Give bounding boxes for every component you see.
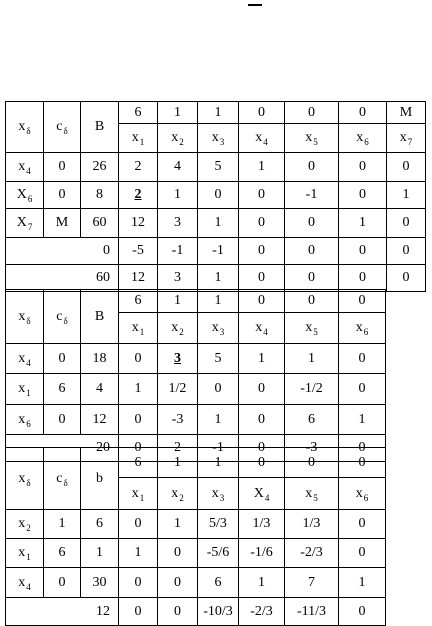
rhs-value-cell: 18: [80, 343, 118, 373]
variable-header-cell: [197, 312, 238, 343]
cost-coefficient-cell: 6: [118, 289, 157, 312]
reduced-cost-cell: 1: [197, 264, 238, 292]
reduced-cost-cell: -1: [157, 237, 197, 264]
top-rule-mark: [248, 4, 262, 6]
header-cost-cell: [43, 289, 80, 343]
coefficient-cell: 1: [238, 567, 284, 597]
symbol-subscript: 7: [407, 137, 413, 147]
basis-cost-cell: M: [43, 208, 80, 237]
header-rhs-cell: b: [80, 447, 118, 509]
coefficient-cell: -5/6: [197, 538, 238, 567]
reduced-cost-cell: 0: [157, 597, 197, 626]
symbol-subscript: 2: [179, 137, 184, 147]
symbol-subscript: 6: [363, 327, 369, 337]
basis-variable-cell: [5, 208, 43, 237]
coefficient-cell: 1: [197, 208, 238, 237]
header-basis-cell: [5, 101, 43, 152]
cost-coefficient-cell: 0: [238, 447, 284, 477]
basis-cost-cell: 0: [43, 181, 80, 208]
reduced-cost-cell: 0: [338, 597, 386, 626]
header-basis-cell: [5, 289, 43, 343]
variable-header-cell: [197, 477, 238, 509]
coefficient-cell: 0: [238, 404, 284, 434]
variable-header-cell: [238, 312, 284, 343]
symbol-base: x: [18, 381, 26, 396]
coefficient-cell: 7: [284, 567, 338, 597]
coefficient-cell: 0: [118, 404, 157, 434]
coefficient-cell: 6: [197, 567, 238, 597]
symbol-subscript: 6: [364, 137, 369, 147]
coefficient-cell: 1: [338, 208, 386, 237]
symbol-base: x: [356, 130, 364, 145]
symbol-base: x: [305, 485, 313, 501]
coefficient-cell: 0: [284, 208, 338, 237]
symbol-subscript: 6: [27, 194, 33, 204]
coefficient-cell: -1: [284, 181, 338, 208]
variable-header-cell: [238, 123, 284, 152]
header-rhs-cell: B: [80, 289, 118, 343]
coefficient-cell: 1: [338, 404, 386, 434]
cost-coefficient-cell: 0: [284, 289, 338, 312]
coefficient-cell: 0: [238, 373, 284, 404]
symbol-base: x: [171, 130, 179, 145]
symbol-subscript: δ: [63, 477, 68, 488]
cost-coefficient-cell: 1: [197, 447, 238, 477]
symbol-subscript: 1: [139, 492, 145, 503]
symbol-subscript: 6: [363, 492, 369, 503]
coefficient-cell: 12: [118, 208, 157, 237]
cost-coefficient-cell: 0: [338, 289, 386, 312]
symbol-subscript: 4: [26, 581, 31, 592]
symbol-base: x: [18, 545, 26, 560]
coefficient-cell: 0: [197, 373, 238, 404]
coefficient-cell: 0: [338, 509, 386, 538]
variable-header-cell: [338, 477, 386, 509]
basis-variable-cell: [5, 538, 43, 567]
variable-header-cell: [197, 123, 238, 152]
rhs-value-cell: 1: [80, 538, 118, 567]
reduced-cost-cell: 0: [118, 434, 157, 462]
reduced-cost-cell: 0: [386, 237, 426, 264]
basis-variable-cell: [5, 567, 43, 597]
rhs-value-cell: 8: [80, 181, 118, 208]
symbol-base: x: [18, 350, 26, 366]
reduced-cost-cell: 0: [118, 597, 157, 626]
cost-coefficient-cell: 0: [338, 447, 386, 477]
reduced-cost-cell: -1: [197, 434, 238, 462]
coefficient-cell: 0: [338, 181, 386, 208]
symbol-subscript: 7: [27, 222, 33, 232]
cost-coefficient-cell: 0: [338, 101, 386, 123]
symbol-subscript: 4: [26, 357, 31, 368]
coefficient-cell: 0: [338, 538, 386, 567]
symbol-subscript: 3: [219, 137, 225, 147]
variable-header-cell: [157, 477, 197, 509]
coefficient-cell: 0: [157, 538, 197, 567]
coefficient-cell: -2/3: [284, 538, 338, 567]
coefficient-cell: 1: [118, 373, 157, 404]
symbol-subscript: δ: [26, 315, 31, 326]
basis-variable-cell: [5, 152, 43, 181]
cost-coefficient-cell: 1: [157, 101, 197, 123]
coefficient-cell: -3: [157, 404, 197, 434]
coefficient-cell: -1/2: [284, 373, 338, 404]
symbol-base: x: [211, 320, 219, 335]
reduced-cost-cell: -10/3: [197, 597, 238, 626]
symbol-base: x: [171, 485, 179, 501]
symbol-base: x: [399, 130, 407, 145]
symbol-base: x: [255, 320, 263, 335]
objective-value-cell: 20: [5, 434, 118, 462]
variable-header-cell: [338, 312, 386, 343]
objective-value-cell: 0: [5, 237, 118, 264]
cost-coefficient-cell: 1: [157, 447, 197, 477]
symbol-base: c: [56, 308, 63, 324]
objective-value-cell: 12: [5, 597, 118, 626]
header-cost-cell: [43, 101, 80, 152]
variable-header-cell: [238, 477, 284, 509]
reduced-cost-cell: 0: [338, 434, 386, 462]
coefficient-cell: 1: [157, 181, 197, 208]
rhs-value-cell: 12: [80, 404, 118, 434]
reduced-cost-cell: -1: [197, 237, 238, 264]
basis-cost-cell: 0: [43, 567, 80, 597]
basis-variable-cell: [5, 404, 43, 434]
reduced-cost-cell: 0: [338, 264, 386, 292]
symbol-subscript: 4: [264, 492, 270, 503]
pivot-element-cell: 2: [118, 181, 157, 208]
coefficient-cell: 1: [284, 343, 338, 373]
coefficient-cell: 4: [157, 152, 197, 181]
symbol-base: x: [18, 516, 26, 531]
cost-coefficient-cell: 1: [197, 101, 238, 123]
symbol-subscript: 4: [26, 166, 31, 176]
objective-value-cell: 60: [5, 264, 118, 292]
symbol-base: X: [253, 485, 264, 501]
symbol-base: x: [355, 320, 363, 335]
symbol-base: x: [18, 411, 26, 427]
variable-header-cell: [284, 123, 338, 152]
basis-cost-cell: 0: [43, 152, 80, 181]
variable-header-cell: [284, 312, 338, 343]
coefficient-cell: 0: [386, 208, 426, 237]
symbol-base: x: [355, 485, 363, 501]
variable-header-cell: [118, 312, 157, 343]
variable-header-cell: [157, 312, 197, 343]
cost-coefficient-cell: 0: [238, 101, 284, 123]
symbol-subscript: 5: [313, 137, 318, 147]
symbol-subscript: δ: [26, 477, 31, 488]
reduced-cost-cell: 0: [238, 434, 284, 462]
symbol-base: x: [18, 159, 26, 174]
symbol-base: x: [305, 130, 313, 145]
symbol-base: x: [131, 320, 139, 335]
cost-coefficient-cell: 6: [118, 447, 157, 477]
symbol-subscript: 1: [26, 552, 31, 562]
coefficient-cell: 0: [338, 343, 386, 373]
header-cost-cell: [43, 447, 80, 509]
variable-header-cell: [118, 477, 157, 509]
reduced-cost-cell: -3: [284, 434, 338, 462]
symbol-subscript: δ: [63, 315, 68, 326]
header-basis-cell: [5, 447, 43, 509]
coefficient-cell: 0: [118, 343, 157, 373]
symbol-base: c: [56, 470, 63, 486]
symbol-subscript: 2: [26, 523, 31, 533]
cost-coefficient-cell: M: [386, 101, 426, 123]
coefficient-cell: 6: [284, 404, 338, 434]
coefficient-cell: 0: [238, 181, 284, 208]
symbol-base: x: [171, 320, 179, 335]
coefficient-cell: 2: [118, 152, 157, 181]
symbol-subscript: 2: [179, 327, 184, 337]
basis-cost-cell: 0: [43, 404, 80, 434]
basis-variable-cell: [5, 343, 43, 373]
rhs-value-cell: 60: [80, 208, 118, 237]
reduced-cost-cell: 3: [157, 264, 197, 292]
coefficient-cell: 5: [197, 343, 238, 373]
symbol-base: x: [305, 320, 313, 335]
rhs-value-cell: 30: [80, 567, 118, 597]
coefficient-cell: -1/6: [238, 538, 284, 567]
symbol-base: x: [131, 485, 139, 501]
symbol-base: x: [131, 130, 139, 145]
rhs-value-cell: 6: [80, 509, 118, 538]
variable-header-cell: [284, 477, 338, 509]
symbol-subscript: 5: [313, 327, 318, 337]
header-rhs-cell: B: [80, 101, 118, 152]
coefficient-cell: 1: [338, 567, 386, 597]
basis-cost-cell: 6: [43, 373, 80, 404]
basis-variable-cell: [5, 373, 43, 404]
coefficient-cell: 1: [238, 343, 284, 373]
reduced-cost-cell: -11/3: [284, 597, 338, 626]
coefficient-cell: 1/3: [284, 509, 338, 538]
basis-variable-cell: [5, 509, 43, 538]
coefficient-cell: 0: [157, 567, 197, 597]
coefficient-cell: 0: [386, 152, 426, 181]
coefficient-cell: 0: [338, 373, 386, 404]
symbol-base: c: [56, 119, 63, 134]
reduced-cost-cell: 0: [338, 237, 386, 264]
symbol-base: x: [211, 130, 219, 145]
symbol-subscript: δ: [26, 126, 31, 136]
symbol-base: X: [16, 187, 27, 202]
coefficient-cell: 5/3: [197, 509, 238, 538]
basis-variable-cell: [5, 181, 43, 208]
pivot-element-cell: 3: [157, 343, 197, 373]
symbol-subscript: 2: [179, 492, 184, 503]
cost-coefficient-cell: 1: [157, 289, 197, 312]
symbol-subscript: 3: [219, 492, 225, 503]
symbol-base: x: [18, 574, 26, 590]
reduced-cost-cell: 0: [238, 237, 284, 264]
symbol-base: X: [16, 215, 27, 230]
coefficient-cell: 1: [238, 152, 284, 181]
symbol-subscript: δ: [63, 126, 68, 136]
symbol-subscript: 3: [219, 327, 225, 337]
symbol-base: x: [211, 485, 219, 501]
symbol-subscript: 1: [139, 327, 145, 337]
rhs-value-cell: 4: [80, 373, 118, 404]
reduced-cost-cell: -5: [118, 237, 157, 264]
symbol-subscript: 6: [26, 418, 31, 429]
basis-cost-cell: 6: [43, 538, 80, 567]
variable-header-cell: [118, 123, 157, 152]
coefficient-cell: 5: [197, 152, 238, 181]
reduced-cost-cell: 0: [238, 264, 284, 292]
reduced-cost-cell: 2: [157, 434, 197, 462]
cost-coefficient-cell: 6: [118, 101, 157, 123]
coefficient-cell: 1: [118, 538, 157, 567]
symbol-base: x: [18, 470, 26, 486]
symbol-base: x: [255, 130, 263, 145]
coefficient-cell: 3: [157, 208, 197, 237]
coefficient-cell: 0: [118, 567, 157, 597]
symbol-subscript: 4: [263, 327, 268, 337]
coefficient-cell: 0: [238, 208, 284, 237]
coefficient-cell: 1: [157, 509, 197, 538]
reduced-cost-cell: 0: [284, 237, 338, 264]
coefficient-cell: 0: [338, 152, 386, 181]
cost-coefficient-cell: 0: [238, 289, 284, 312]
basis-cost-cell: 1: [43, 509, 80, 538]
coefficient-cell: 1/3: [238, 509, 284, 538]
cost-coefficient-cell: 0: [284, 447, 338, 477]
symbol-subscript: 1: [26, 388, 31, 398]
symbol-subscript: 1: [139, 137, 145, 147]
reduced-cost-cell: 12: [118, 264, 157, 292]
variable-header-cell: [338, 123, 386, 152]
symbol-subscript: 4: [263, 137, 268, 147]
coefficient-cell: 1: [386, 181, 426, 208]
symbol-subscript: 5: [313, 492, 318, 503]
basis-cost-cell: 0: [43, 343, 80, 373]
reduced-cost-cell: 0: [284, 264, 338, 292]
coefficient-cell: 0: [284, 152, 338, 181]
symbol-base: x: [18, 308, 26, 324]
coefficient-cell: 1: [197, 404, 238, 434]
reduced-cost-cell: 0: [386, 264, 426, 292]
symbol-base: x: [18, 119, 26, 134]
reduced-cost-cell: -2/3: [238, 597, 284, 626]
cost-coefficient-cell: 1: [197, 289, 238, 312]
rhs-value-cell: 26: [80, 152, 118, 181]
coefficient-cell: 1/2: [157, 373, 197, 404]
variable-header-cell: [157, 123, 197, 152]
cost-coefficient-cell: 0: [284, 101, 338, 123]
variable-header-cell: [386, 123, 426, 152]
coefficient-cell: 0: [197, 181, 238, 208]
coefficient-cell: 0: [118, 509, 157, 538]
